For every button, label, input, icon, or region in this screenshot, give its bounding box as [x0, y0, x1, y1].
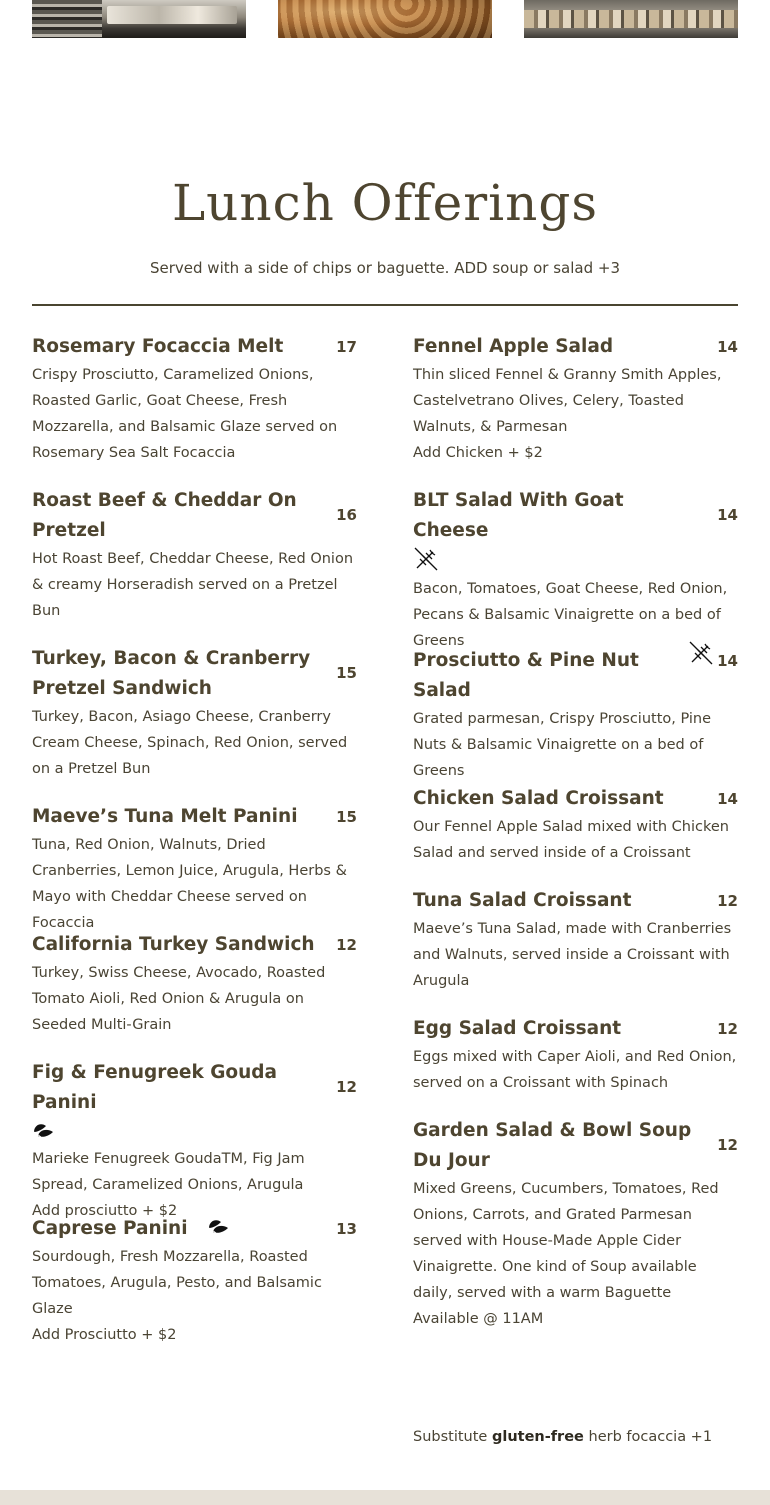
menu-item-description: Our Fennel Apple Salad mixed with Chicken Salad and served inside of a Croissant [413, 819, 729, 861]
menu-item-price: 12 [717, 1020, 738, 1038]
vegetarian-leaf-icon [32, 1120, 56, 1142]
menu-item [413, 1116, 738, 1332]
menu-item-description: Hot Roast Beef, Cheddar Cheese, Red Onion & creamy Horseradish served on a Pretzel Bun [32, 551, 354, 619]
menu-item-name: Prosciutto & Pine Nut Salad [413, 650, 639, 701]
menu-item-description: Turkey, Bacon, Asiago Cheese, Cranberry Cream Cheese, Spinach, Red Onion, served on a Pretzel Bun [32, 709, 348, 777]
note-suffix: herb focaccia +1 [588, 1429, 713, 1445]
menu-item-name: Roast Beef & Cheddar On Pretzel [32, 490, 297, 541]
menu-item [32, 332, 357, 466]
menu-item [413, 332, 738, 466]
menu-item-price: 14 [717, 790, 738, 808]
menu-item [413, 486, 738, 649]
menu-item-name: Rosemary Focaccia Melt [32, 336, 284, 357]
menu-item-name: Chicken Salad Croissant [413, 788, 664, 809]
menu-item [413, 784, 738, 866]
menu-item-name: Turkey, Bacon & Cranberry Pretzel Sandwich [32, 648, 311, 699]
divider [32, 304, 738, 306]
menu-item [413, 646, 738, 779]
menu-item-name: Fennel Apple Salad [413, 336, 614, 357]
menu-item-name: BLT Salad With Goat Cheese [413, 490, 624, 541]
menu-item [413, 886, 738, 994]
menu-item-price: 16 [336, 506, 357, 524]
menu-item-price: 15 [336, 664, 357, 682]
bakery-case-photo [32, 0, 246, 38]
vegetarian-leaf-icon [207, 1216, 231, 1238]
menu-item-name-text: Caprese Panini [32, 1218, 188, 1239]
gluten-free-wheat-icon [688, 640, 714, 666]
gluten-free-note [413, 1426, 712, 1448]
menu-column-left [32, 332, 357, 1368]
menu-item-description: Bacon, Tomatoes, Goat Cheese, Red Onion, Pecans & Balsamic Vinaigrette on a bed of Greens [413, 581, 728, 649]
menu-item-price: 14 [717, 506, 738, 524]
menu-item-price: 12 [336, 936, 357, 954]
note-bold: gluten-free [491, 1429, 584, 1445]
menu-item-description: Marieke Fenugreek GoudaTM, Fig Jam Spread, Caramelized Onions, Arugula [32, 1151, 305, 1193]
menu-item-name: Egg Salad Croissant [413, 1018, 622, 1039]
menu-item-name: Fig & Fenugreek Gouda Panini [32, 1062, 278, 1113]
menu-item-addon: Add Prosciutto + $2 [32, 1327, 177, 1343]
menu-item [32, 1058, 357, 1219]
menu-item [32, 486, 357, 624]
menu-item-price: 17 [336, 338, 357, 356]
menu-item-price: 14 [717, 338, 738, 356]
pastry-display-photo [524, 0, 738, 38]
menu-item-price: 12 [717, 892, 738, 910]
croissants-photo [278, 0, 492, 38]
menu-item-price: 12 [717, 1136, 738, 1154]
menu-item-name: Tuna Salad Croissant [413, 890, 632, 911]
menu-item-description: Turkey, Swiss Cheese, Avocado, Roasted Tomato Aioli, Red Onion & Arugula on Seeded Multi-Grain [32, 965, 326, 1033]
menu-column-right [413, 332, 738, 1352]
menu-item [32, 644, 357, 782]
note-prefix: Substitute [413, 1429, 488, 1445]
photo-strip [0, 0, 770, 38]
menu-item-price: 15 [336, 808, 357, 826]
gluten-free-wheat-icon [413, 546, 439, 572]
page-title: Lunch Offerings [171, 174, 599, 232]
menu-item [32, 930, 357, 1038]
menu-item-description: Crispy Prosciutto, Caramelized Onions, Roasted Garlic, Goat Cheese, Fresh Mozzarella, and Balsamic Glaze served on Rosemary Sea Salt Focaccia [32, 367, 338, 461]
menu-item-description: Tuna, Red Onion, Walnuts, Dried Cranberries, Lemon Juice, Arugula, Herbs & Mayo with Cheddar Cheese served on Focaccia [32, 837, 347, 931]
menu-item [32, 1214, 357, 1348]
page-subtitle: Served with a side of chips or baguette. ADD soup or salad +3 [149, 259, 621, 277]
menu-item-addon: Add Chicken + $2 [413, 445, 543, 461]
menu-item [413, 1014, 738, 1096]
menu-item-description: Thin sliced Fennel & Granny Smith Apples, Castelvetrano Olives, Celery, Toasted Walnuts, & Parmesan [413, 367, 722, 435]
menu-item-name: Garden Salad & Bowl Soup Du Jour [413, 1120, 692, 1171]
menu-item-description: Maeve’s Tuna Salad, made with Cranberries and Walnuts, served inside a Croissant with Arugula [413, 921, 732, 989]
menu-item-description: Eggs mixed with Caper Aioli, and Red Onion, served on a Croissant with Spinach [413, 1049, 737, 1091]
menu-item-name [32, 1218, 188, 1239]
menu-item-price: 14 [717, 652, 738, 670]
menu-item-price: 12 [336, 1078, 357, 1096]
menu-item-description: Sourdough, Fresh Mozzarella, Roasted Tomatoes, Arugula, Pesto, and Balsamic Glaze [32, 1249, 322, 1317]
menu-item-description: Mixed Greens, Cucumbers, Tomatoes, Red Onions, Carrots, and Grated Parmesan served with House-Made Apple Cider Vinaigrette. One kind of Soup available daily, served with a warm Baguette Available @ 11AM [413, 1181, 719, 1327]
menu-item-name: Maeve’s Tuna Melt Panini [32, 806, 298, 827]
menu-item [32, 802, 357, 931]
menu-item-addon: Add prosciutto + $2 [32, 1203, 178, 1219]
menu-item-name: California Turkey Sandwich [32, 934, 315, 955]
menu-item-price: 13 [336, 1220, 357, 1238]
menu-item-description: Grated parmesan, Crispy Prosciutto, Pine Nuts & Balsamic Vinaigrette on a bed of Greens [413, 711, 712, 779]
footer-band [0, 1490, 770, 1505]
